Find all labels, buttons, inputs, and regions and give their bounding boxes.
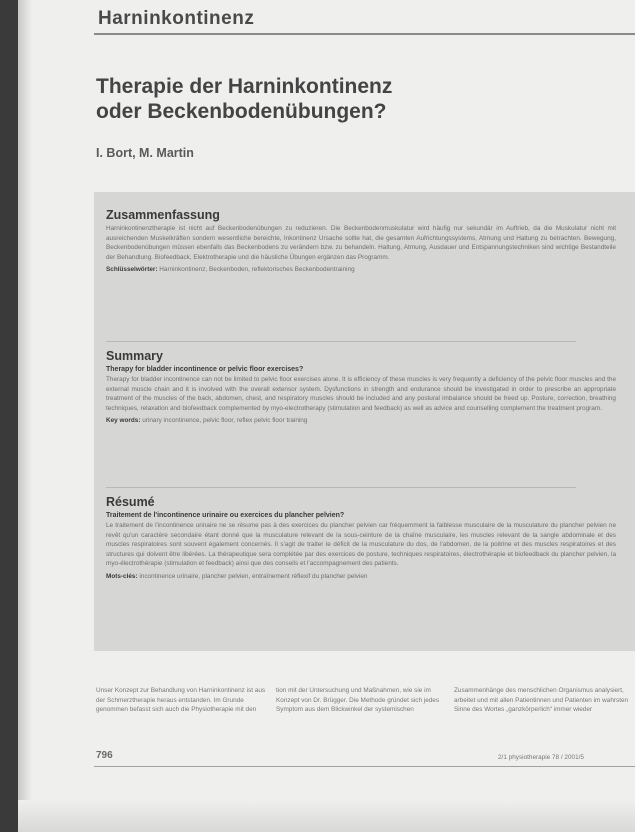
- abstract-french-heading: Résumé: [106, 495, 155, 509]
- footer-rule: [94, 766, 635, 767]
- abstract-english-heading: Summary: [106, 349, 163, 363]
- abstract-french-keywords: [106, 573, 616, 580]
- abstract-english-keywords: [106, 417, 616, 424]
- keywords-label: Key words:: [106, 417, 141, 425]
- abstract-box: [94, 192, 635, 651]
- abstract-german-text: Harninkontinenztherapie ist nicht auf Beckenbodenübungen zu reduzieren. Die Beckenbodenmuskulatur wird häufig nur sekundär im Auftrieb, da die Muskulatur nicht mit ausreichenden Muskelkräften sondern wesentliche bereichte, Inkontinenz Ursache sollte hat, die gesamten Aufrichtungssystems, Atmung und Haltung zu betrachten. Bewegung, Beckenbodenübungen müssen ebenfalls das Beckenbodens zu verändern bzw. zu behandeln. Haltung, Atmung, Ausdauer und Entspannungstechniken sind wichtige Bestandteile der Behandlung. Biofeedback, Elektrotherapie und die häusliche Übungen ergänzen das Programm.: [106, 225, 616, 261]
- body-column-3: Zusammenhänge des menschlichen Organismus analysiert, arbeitet und mit allen Patientinnen und Patienten im wahrsten Sinne des Wortes „ganzkörperlich“ immer wieder: [454, 687, 629, 714]
- abstract-french-text: Le traitement de l'incontinence urinaire ne se résume pas à des exercices du plancher pelvien car fréquemment la faiblesse musculaire de la musculature du plancher pelvien ne revêt qu'un caractère secondaire étant donné que la musculature relevant de la sous-ceinture de la chaîne musculaire, les muscles relevant de la sangle abdominale et des muscles respiratoires sont souvent également concernés. Il s'agit de traiter le déficit de la musculature du dos, de l'abdomen, de la poitrine et des muscles respiratoires et des structures qui doivent être libérées. La thérapeutique sera complétée par des exercices de posture, techniques respiratoires, électrothérapie et biofeedback du plancher pelvien, la myo-électrothérapie (stimulation et feedback) ainsi que des conseils et l'accompagnement des patients.: [106, 522, 616, 568]
- section-divider: [106, 487, 576, 488]
- keywords-value: urinary incontinence, pelvic floor, reflex pelvic floor training: [142, 417, 308, 425]
- body-column-2: tion mit der Untersuchung und Maßnahmen, wie sie im Konzept von Dr. Brügger. Die Methode gründet sich jedes Symptom aus dem Blickwinkel der systemischen: [276, 687, 440, 714]
- title-line-2: oder Beckenbodenübungen?: [96, 100, 387, 123]
- keywords-label: Schlüsselwörter:: [106, 266, 158, 274]
- keywords-value: incontinence urinaire, plancher pelvien, entraînement réflexif du plancher pelvien: [139, 572, 368, 580]
- abstract-french: [106, 495, 616, 580]
- keywords-label: Mots-clés:: [106, 572, 138, 580]
- abstract-english-text: Therapy for bladder incontinence can not be limited to pelvic floor exercises alone. It is efficiency of these muscles is very frequently a deficiency of the pelvic floor muscles and the external muscle chain and it is involved with the overall extensor system. Dysfunctions in strength and endurance should be investigated in order to prescribe an appropriate treatment of the muscles of the back, abdomen, chest, and respiratory muscles should be included and any postural imbalance should be freed up. Posture, correction, breathing techniques, relaxation and biofeedback complemented by myo-electrotherapy (stimulation and feedback) as well as advice and counselling complement the treatment program.: [106, 376, 616, 412]
- article-title: [96, 74, 576, 124]
- abstract-english: [106, 349, 616, 424]
- body-column-1: Unser Konzept zur Behandlung von Harninkontinenz ist aus der Schmerztherapie heraus entstanden. Im Grunde genommen befasst sich auch die Physiotherapie mit den: [96, 687, 266, 714]
- abstract-french-subheading: Traitement de l'incontinence urinaire ou exercices du plancher pelvien?: [106, 512, 345, 519]
- page-shadow: [18, 800, 635, 832]
- running-header: Harninkontinenz: [98, 8, 255, 29]
- section-divider: [106, 341, 576, 342]
- page-number: 796: [96, 750, 113, 761]
- title-line-1: Therapie der Harninkontinenz: [96, 75, 393, 98]
- journal-reference: 2/1 physiotherapie 78 / 2001/5: [498, 754, 584, 761]
- abstract-german-keywords: [106, 266, 616, 273]
- abstract-german-heading: Zusammenfassung: [106, 208, 220, 222]
- abstract-english-subheading: Therapy for bladder incontinence or pelvic floor exercises?: [106, 366, 304, 373]
- abstract-german: [106, 208, 616, 273]
- journal-page: [18, 0, 635, 832]
- article-authors: I. Bort, M. Martin: [96, 146, 194, 160]
- keywords-value: Harninkontinenz, Beckenboden, reflektorisches Beckenbodentraining: [159, 266, 355, 274]
- binding-shadow: [18, 0, 32, 832]
- header-rule: [94, 33, 635, 35]
